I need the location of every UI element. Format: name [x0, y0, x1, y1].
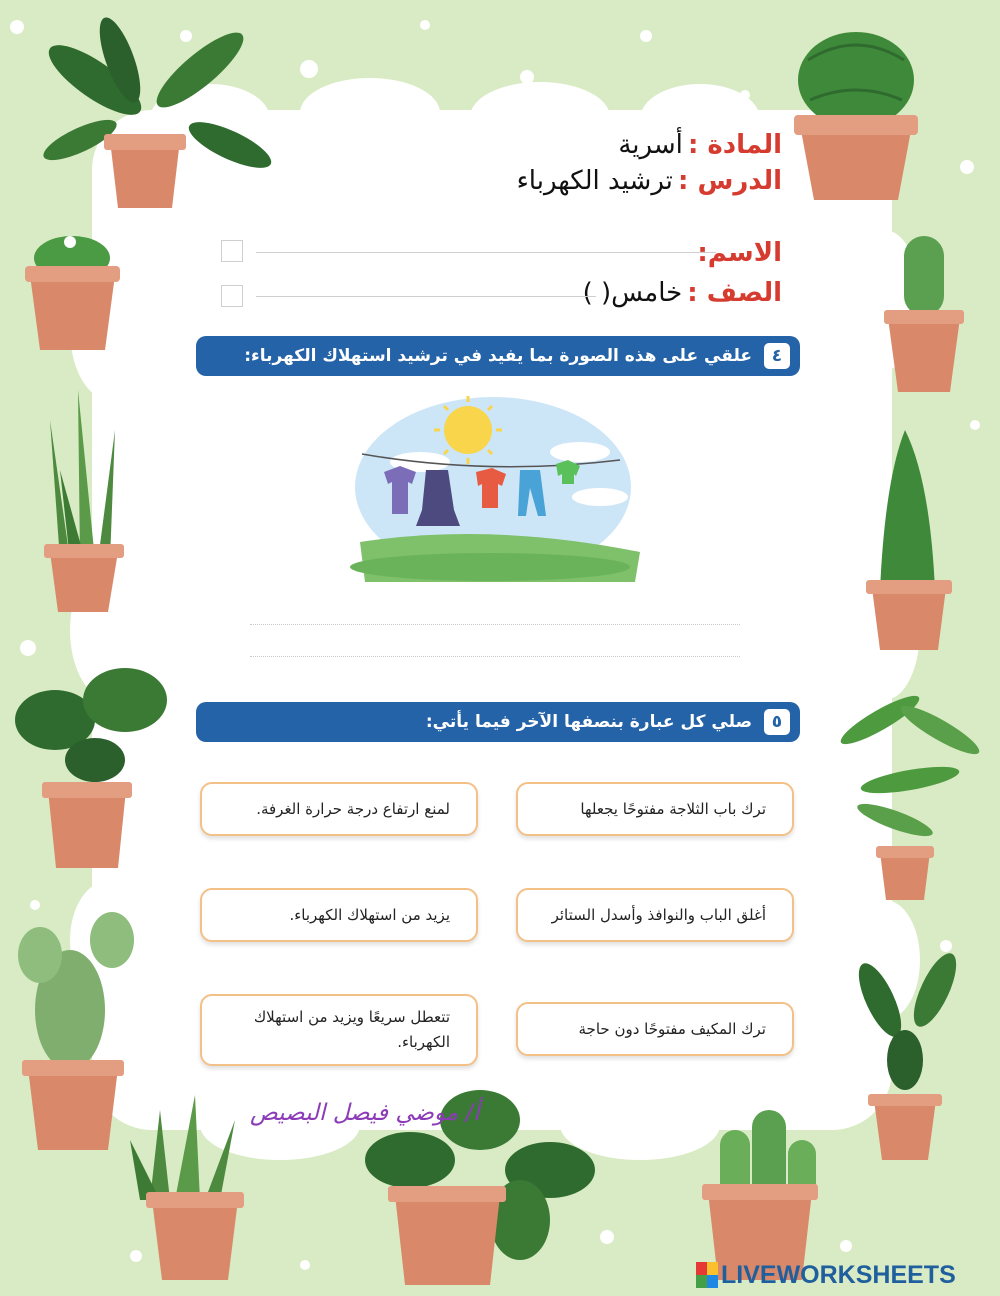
dracaena-plant-icon — [836, 689, 984, 900]
lesson-label: الدرس : — [678, 166, 782, 196]
live-badge-icon — [696, 1262, 718, 1288]
name-label: الاسم: — [697, 238, 782, 268]
name-check-box — [221, 240, 243, 262]
class-line — [583, 278, 782, 308]
match-right-2[interactable]: أغلق الباب والنوافذ وأسدل الستائر — [516, 888, 794, 942]
round-cactus-icon — [794, 32, 918, 200]
class-label: الصف : — [687, 278, 782, 308]
conifer-plant-icon — [866, 430, 952, 650]
question-4-bar — [196, 336, 800, 376]
snake-plant-icon — [44, 390, 124, 612]
agave-plant-icon — [130, 1095, 244, 1280]
class-input-line[interactable] — [256, 296, 596, 297]
question-4-text: علقي على هذه الصورة بما يفيد في ترشيد استهلاك الكهرباء: — [244, 346, 752, 366]
class-value: خامس( ) — [582, 278, 683, 308]
sun-icon — [434, 396, 502, 464]
leafy-plant-icon — [39, 13, 277, 208]
question-5-text: صلي كل عبارة بنصفها الآخر فيما يأتي: — [425, 712, 752, 732]
lesson-value: ترشيد الكهرباء — [516, 166, 673, 196]
match-right-3[interactable]: ترك المكيف مفتوحًا دون حاجة — [516, 1002, 794, 1056]
question-4-number: ٤ — [764, 343, 790, 369]
subject-line — [618, 130, 782, 160]
match-left-2[interactable]: يزيد من استهلاك الكهرباء. — [200, 888, 478, 942]
match-left-1[interactable]: لمنع ارتفاع درجة حرارة الغرفة. — [200, 782, 478, 836]
small-cactus-icon — [25, 236, 120, 350]
lesson-line — [517, 166, 782, 196]
subject-label: المادة : — [687, 130, 782, 160]
author-signature: أ/ موضي فيصل البصيص — [250, 1100, 480, 1126]
answer-line-1[interactable] — [250, 624, 740, 625]
question-5-bar — [196, 702, 800, 742]
monstera-plant-icon — [15, 668, 167, 868]
class-check-box — [221, 285, 243, 307]
tall-cactus-icon — [884, 236, 964, 392]
brand-name: LIVEWORKSHEETS — [721, 1260, 956, 1289]
answer-line-2[interactable] — [250, 656, 740, 657]
clothesline-illustration — [350, 392, 642, 588]
cactus-cluster-icon — [702, 1110, 818, 1280]
question-5-number: ٥ — [764, 709, 790, 735]
prickly-pear-cactus-icon — [18, 912, 134, 1150]
match-right-1[interactable]: ترك باب الثلاجة مفتوحًا يجعلها — [516, 782, 794, 836]
rubber-plant-icon — [850, 948, 964, 1160]
subject-value: أسرية — [618, 130, 683, 160]
name-input-line[interactable] — [256, 252, 716, 253]
liveworksheets-logo — [696, 1261, 956, 1289]
match-left-3[interactable]: تتعطل سريعًا ويزيد من استهلاك الكهرباء. — [200, 994, 478, 1066]
